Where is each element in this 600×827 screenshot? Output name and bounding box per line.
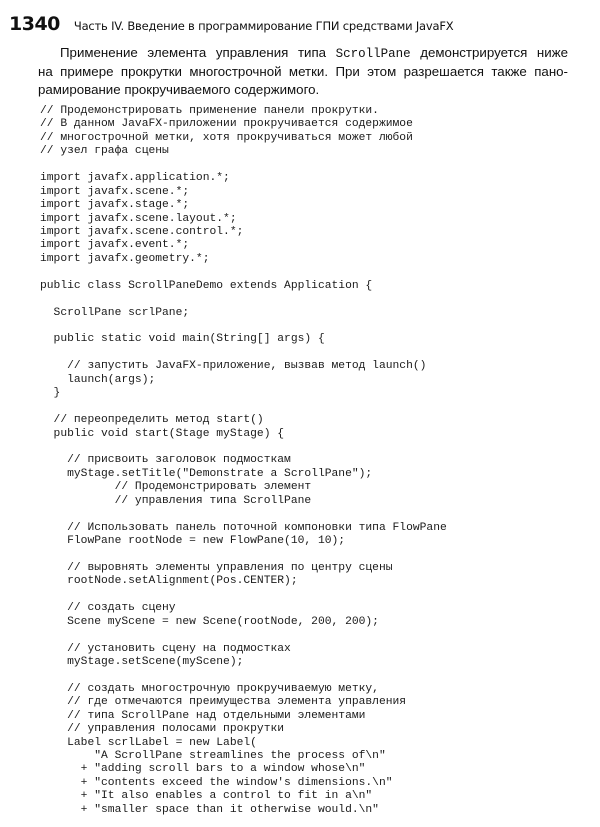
code-line: import javafx.stage.*; (40, 199, 190, 212)
code-line: import javafx.scene.control.*; (40, 225, 244, 238)
code-line: import javafx.geometry.*; (40, 252, 210, 265)
code-line: // В данном JavaFX-приложении прокручивается содержимое (40, 118, 413, 131)
code-line: // многострочной метки, хотя прокручиваться может любой (40, 131, 413, 144)
code-line (40, 401, 447, 414)
code-line: // выровнять элементы управления по центру сцены (40, 561, 393, 574)
code-line: // Продемонстрировать элемент (40, 481, 312, 494)
code-listing (40, 105, 447, 817)
code-line (40, 589, 447, 602)
running-title: Часть IV. Введение в программирование ГПИ средствами JavaFX (73, 19, 454, 33)
code-line: // переопределить метод start() (40, 414, 264, 427)
code-line: // запустить JavaFX-приложение, вызвав метод launch() (40, 360, 427, 373)
code-line (40, 548, 447, 561)
code-line: myStage.setScene(myScene); (40, 655, 244, 668)
code-line (40, 441, 447, 454)
code-line: public class ScrollPaneDemo extends Application { (40, 279, 373, 292)
intro-line-2: на примере прокрутки многострочной метки. При этом разрешается также пано- (38, 64, 568, 79)
code-line: + "It also enables a control to fit in a\n" (40, 790, 373, 803)
code-line: FlowPane rootNode = new FlowPane(10, 10); (40, 535, 346, 547)
code-line (40, 347, 447, 360)
code-line: import javafx.event.*; (40, 239, 190, 252)
code-line: // Продемонстрировать применение панели прокрутки. (40, 105, 379, 117)
code-line (40, 159, 447, 172)
code-line: import javafx.application.*; (40, 172, 230, 185)
code-line: ScrollPane scrlPane; (40, 306, 190, 319)
code-line: // управления типа ScrollPane (40, 494, 312, 507)
code-line: // узел графа сцены (40, 145, 169, 158)
code-line: // Использовать панель поточной компоновки типа FlowPane (40, 521, 447, 534)
intro-paragraph (38, 44, 568, 99)
code-line: public void start(Stage myStage) { (40, 427, 285, 440)
code-line: rootNode.setAlignment(Pos.CENTER); (40, 575, 298, 588)
code-line: } (40, 387, 61, 400)
code-line: import javafx.scene.*; (40, 185, 190, 198)
code-line: "A ScrollPane streamlines the process of\n" (40, 750, 386, 762)
code-line (40, 508, 447, 521)
code-line: myStage.setTitle("Demonstrate a ScrollPane"); (40, 467, 373, 480)
code-line: // типа ScrollPane над отдельными элементами (40, 709, 366, 722)
code-line (40, 320, 447, 333)
code-line: + "contents exceed the window's dimensions.\n" (40, 776, 393, 789)
intro-text: Применение элемента управления типа (60, 45, 336, 60)
code-line: // создать сцену (40, 602, 176, 615)
code-line: + "smaller space than it otherwise would.\n" (40, 803, 379, 816)
code-line: Scene myScene = new Scene(rootNode, 200, 200); (40, 615, 379, 628)
code-line: // присвоить заголовок подмосткам (40, 454, 291, 467)
page-header (9, 13, 453, 37)
code-line (40, 629, 447, 642)
page-number: 1340 (9, 13, 60, 35)
code-line: // управления полосами прокрутки (40, 723, 285, 736)
intro-text: демонстрируется ниже (410, 45, 568, 60)
code-line: // где отмечаются преимущества элемента управления (40, 696, 407, 709)
code-line (40, 266, 447, 279)
code-line: public static void main(String[] args) { (40, 333, 325, 346)
code-line: // создать многострочную прокручиваемую метку, (40, 682, 379, 695)
code-line (40, 669, 447, 682)
code-line: launch(args); (40, 373, 156, 386)
inline-code: ScrollPane (335, 47, 411, 61)
code-line: import javafx.scene.layout.*; (40, 212, 237, 225)
code-line: Label scrlLabel = new Label( (40, 736, 257, 749)
code-line: + "adding scroll bars to a window whose\n" (40, 763, 366, 776)
intro-line-1 (38, 44, 568, 63)
intro-line-3: рамирование прокручиваемого содержимого. (38, 82, 320, 97)
code-line: // установить сцену на подмостках (40, 642, 291, 655)
code-line (40, 293, 447, 306)
